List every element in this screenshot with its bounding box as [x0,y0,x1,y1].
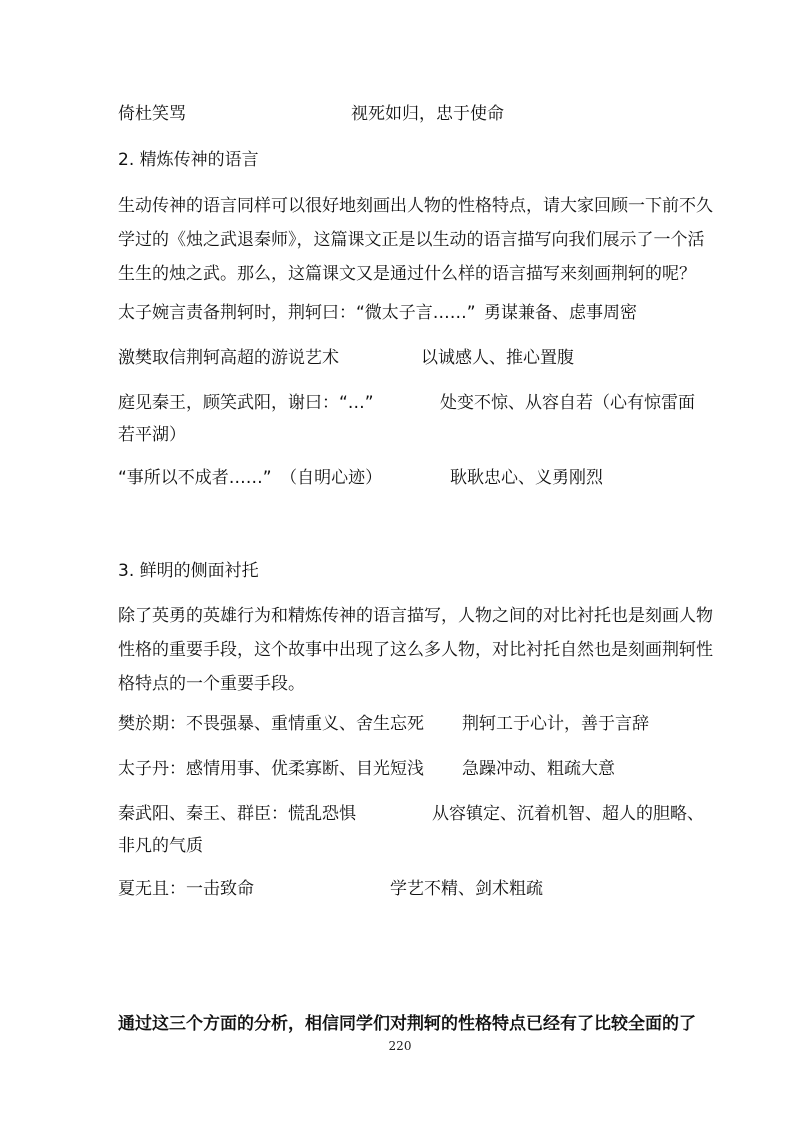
item-continuation-text: 若平湖） [118,425,186,445]
conclusion-text: 通过这三个方面的分析，相信同学们对荆轲的性格特点已经有了比较全面的了 [118,1014,696,1034]
item-left-text: 秦武阳、秦王、群臣：慌乱恐惧 [118,804,356,824]
item-left-text: “事所以不成者……” （自明心迹） [118,468,383,488]
section-3-paragraph-line: 除了英勇的英雄行为和精炼传神的语言描写，人物之间的对比衬托也是刻画人物 [118,606,713,626]
section-3-heading: 3. 鲜明的侧面衬托 [118,561,259,581]
item-left-text: 太子婉言责备荆轲时，荆轲曰：“微太子言……” [118,303,476,323]
item-left-text: 樊於期：不畏强暴、重情重义、舍生忘死 [118,714,424,734]
item-right-text: 急躁冲动、粗疏大意 [462,759,615,779]
item-right-text: 耿耿忠心、义勇刚烈 [450,468,603,488]
section-2-heading: 2. 精炼传神的语言 [118,150,259,170]
item-left-text: 太子丹：感情用事、优柔寡断、目光短浅 [118,759,424,779]
item-right-text: 荆轲工于心计，善于言辞 [462,714,649,734]
section-3-paragraph-line: 格特点的一个重要手段。 [118,674,305,694]
item-right-text: 处变不惊、从容自若（心有惊雷面 [440,393,695,413]
section-2-paragraph-line: 学过的《烛之武退秦师》，这篇课文正是以生动的语言描写向我们展示了一个活 [118,230,705,250]
item-right-text: 学艺不精、剑术粗疏 [390,879,543,899]
item-left-text: 夏无且：一击致命 [118,879,254,899]
item-right-text: 勇谋兼备、虑事周密 [484,303,637,323]
section-2-paragraph-line: 生生的烛之武。那么，这篇课文又是通过什么样的语言描写来刻画荆轲的呢？ [118,264,696,284]
item-left-text: 倚杜笑骂 [118,104,186,124]
item-right-text: 从容镇定、沉着机智、超人的胆略、 [432,804,704,824]
item-continuation-text: 非凡的气质 [118,836,203,856]
item-left-text: 激樊取信荆轲高超的游说艺术 [118,348,339,368]
page-number: 220 [388,1039,412,1053]
section-3-paragraph-line: 性格的重要手段，这个故事中出现了这么多人物，对比衬托自然也是刻画荆轲性 [118,640,713,660]
item-right-text: 视死如归，忠于使命 [351,104,504,124]
item-right-text: 以诚感人、推心置腹 [421,348,574,368]
item-left-text: 庭见秦王，顾笑武阳，谢曰：“…” [118,393,374,413]
section-2-paragraph-line: 生动传神的语言同样可以很好地刻画出人物的性格特点，请大家回顾一下前不久 [118,196,713,216]
